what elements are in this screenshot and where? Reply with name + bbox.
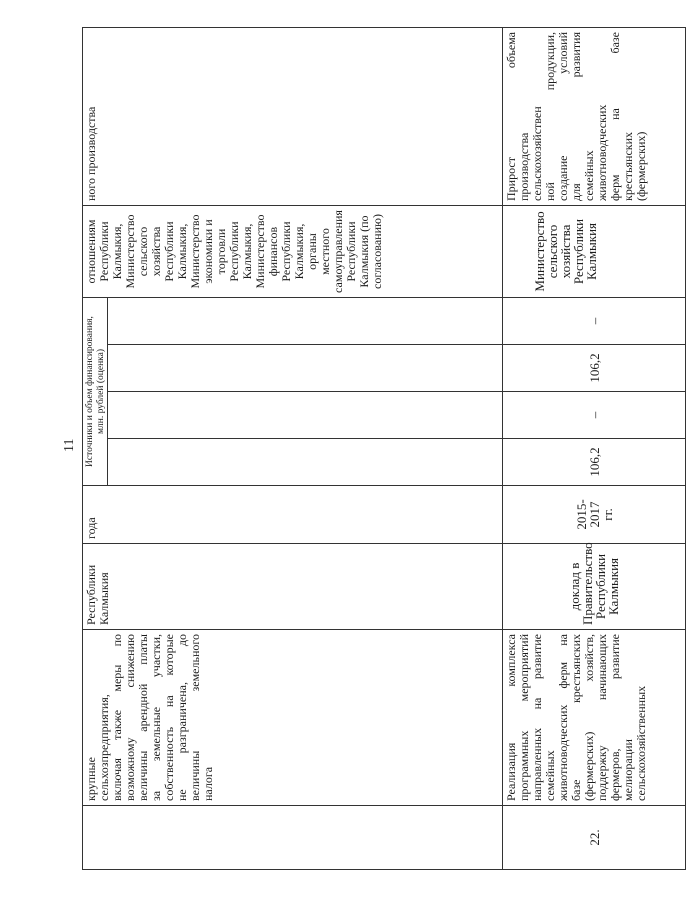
executors-cell: отношениям Республики Калмыкия, Министерство сельского хозяйства Республики Калмыкия, Министерство экономики и торговли Республики Калмыкия, Министерство финансов Республики Калмыкия, органы местного самоуправления Республики Калмыкия (по согласованию) <box>83 206 503 298</box>
table-row <box>83 28 503 870</box>
fin-value-cell: 106,2 <box>503 345 686 392</box>
form-cell: доклад в Правительство Республики Калмыкия <box>503 544 686 630</box>
page-number: 11 <box>62 438 77 452</box>
fin-value-cell: – <box>503 298 686 345</box>
fin-subcol-3 <box>108 345 503 392</box>
fin-value-cell: 106,2 <box>503 439 686 486</box>
row-number-cell <box>83 806 503 870</box>
measures-table <box>82 27 686 870</box>
financing-header-cell <box>83 298 503 486</box>
fin-subcol-4 <box>108 298 503 345</box>
row-number-cell: 22. <box>503 806 686 870</box>
financing-header: Источники и объем финансирования, млн. рублей (оценка) <box>85 316 106 467</box>
period-cell: года <box>83 486 503 544</box>
fin-value-cell: – <box>503 392 686 439</box>
executors-cell: Министерство сельского хозяйства Республики Калмыкия <box>503 206 686 298</box>
measure-cell: Реализация комплекса программных мероприятий направленных на развитие семейных животноводческих ферм на базе крестьянских (фермерских) хозяйств, поддержку начинающих фермеров, развитие мелиорации сельскохозяйственных <box>503 630 686 806</box>
measure-cell: крупные сельхозпредприятия, включая также меры по возможному снижению величины арендной платы за земельные участки, собственность на которые не разграничена, до величины земельного налога <box>83 630 503 806</box>
period-cell: 2015- 2017 гг. <box>503 486 686 544</box>
rotated-table-container <box>82 28 648 870</box>
form-cell: Республики Калмыкия <box>83 544 503 630</box>
fin-subcol-1 <box>108 438 503 485</box>
result-cell: ного производства <box>83 28 503 206</box>
fin-subcol-2 <box>108 392 503 439</box>
table-row <box>503 28 686 870</box>
result-cell: Прирост объема производства сельскохозяйствен ной продукции, создание условий для развития семейных животноводческих ферм на базе крестьянских (фермерских) <box>503 28 686 206</box>
